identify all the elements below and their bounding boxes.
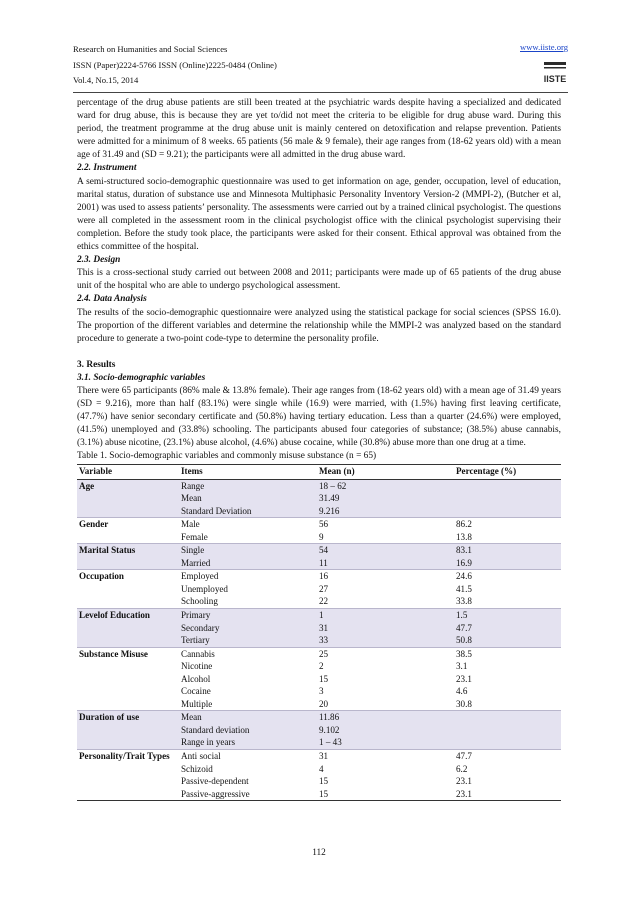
section-3-1-text: There were 65 participants (86% male & 13.8% female). Their age ranges from (18-62 years old) with a mean age of 31.49 years (SD = 9.216), more than half (83.1%) were single while (16.9) were married, with (1.5%) having first leaving certificate, (47.7%) have senior secondary certificate and (50.8%) having tertiary education. Less than a quarter (24.6%) were employed, (41.5%) unemployed and (33.8%) schooling. The participants abused four categories of substance; (38.5%) abuse cannabis, (3.1%) abuse nicotine, (23.1%) abuse alcohol, (4.6%) abuse cocaine, while (30.8%) abuse more than one drug at a time. xyxy=(77,385,561,449)
issn-line: ISSN (Paper)2224-5766 ISSN (Online)2225-0484 (Online) xyxy=(73,59,277,70)
col-header-percentage: Percentage (%) xyxy=(454,464,561,479)
running-header xyxy=(73,42,277,89)
table-caption: Table 1. Socio-demographic variables and commonly misuse substance (n = 65) xyxy=(77,451,377,462)
cell-items: Anti social Schizoid Passive-dependent Passive-aggressive xyxy=(179,750,317,801)
section-2-2-heading: 2.2. Instrument xyxy=(77,163,137,174)
cell-variable: Substance Misuse xyxy=(77,647,179,711)
table-row xyxy=(77,647,561,711)
col-header-items: Items xyxy=(179,464,317,479)
table-body xyxy=(77,479,561,801)
section-2-4-heading: 2.4. Data Analysis xyxy=(77,294,147,305)
cell-percentage: 38.5 3.1 23.1 4.6 30.8 xyxy=(454,647,561,711)
cell-variable: Duration of use xyxy=(77,711,179,750)
demographics-table xyxy=(77,464,561,802)
cell-mean: 11.86 9.102 1 – 43 xyxy=(317,711,454,750)
cell-items: Mean Standard deviation Range in years xyxy=(179,711,317,750)
table-row xyxy=(77,479,561,518)
cell-variable: Age xyxy=(77,479,179,518)
cell-items: Employed Unemployed Schooling xyxy=(179,570,317,609)
cell-mean: 56 9 xyxy=(317,518,454,544)
col-header-variable: Variable xyxy=(77,464,179,479)
section-2-3-text: This is a cross-sectional study carried out between 2008 and 2011; participants were made up of 65 patients of the drug abuse unit of the hospital who are able to undergo psychological assessment. xyxy=(77,268,561,292)
cell-mean: 54 11 xyxy=(317,544,454,570)
col-header-mean: Mean (n) xyxy=(317,464,454,479)
intro-paragraph: percentage of the drug abuse patients are still been treated at the psychiatric wards despite having a specialized and dedicated ward for drug abuse, this is because they are yet to/did not meet the criteria to be eligible for drug abuse ward. During this period, the treatment programme at the drug abuse unit is mainly centered on detoxification and relapse prevention. Patients were admitted for a minimum of 8 weeks. 65 patients (56 male & 9 female), their age ranges from (18-62 years old) with a mean age of 31.49 and (SD = 9.21); the participants were all admitted in the drug abuse ward. xyxy=(77,98,561,161)
table-row xyxy=(77,544,561,570)
table-row xyxy=(77,570,561,609)
volume-line: Vol.4, No.15, 2014 xyxy=(73,75,139,85)
section-2-2-text: A semi-structured socio-demographic questionnaire was used to get information on age, gender, occupation, level of education, marital status, duration of substance use and Minnesota Multiphasic Personality Inventory Version-2 (MMPI-2), (Butcher et al, 2001) was used to assess patients’ personality. The assessments were carried out by a trained clinical psychologist. The questions were all completed in the assessment room in the clinical psychologist office with the clinical psychologist supervising their completion. Before the study took place, the participants were asked for their consent. Ethical approval was obtained from the ethics committee of the hospital. xyxy=(77,176,561,253)
cell-items: Single Married xyxy=(179,544,317,570)
table-row xyxy=(77,609,561,648)
section-2-4-text: The results of the socio-demographic questionnaire were analyzed using the statistical package for social sciences (SPSS 16.0). The proportion of the different variables and determine the relationship while the MMPI-2 was analyzed based on the standard procedure to generate a two-point code-type to determine the personality profile. xyxy=(77,307,561,344)
cell-percentage: 47.7 6.2 23.1 23.1 xyxy=(454,750,561,801)
cell-items: Primary Secondary Tertiary xyxy=(179,609,317,648)
cell-variable: Levelof Education xyxy=(77,609,179,648)
cell-variable: Occupation xyxy=(77,570,179,609)
cell-items: Male Female xyxy=(179,518,317,544)
cell-mean: 1 31 33 xyxy=(317,609,454,648)
cell-percentage xyxy=(454,479,561,518)
cell-items: Range Mean Standard Deviation xyxy=(179,479,317,518)
cell-percentage: 24.6 41.5 33.8 xyxy=(454,570,561,609)
journal-url-link[interactable]: www.iiste.org xyxy=(520,42,568,52)
table-row xyxy=(77,711,561,750)
cell-variable: Gender xyxy=(77,518,179,544)
header-rule xyxy=(73,92,568,93)
cell-variable: Personality/Trait Types xyxy=(77,750,179,801)
table-header-row xyxy=(77,464,561,479)
logo-text: IISTE xyxy=(543,74,567,84)
table-row xyxy=(77,518,561,544)
section-3-heading: 3. Results xyxy=(77,359,116,370)
cell-mean: 31 4 15 15 xyxy=(317,750,454,801)
cell-mean: 16 27 22 xyxy=(317,570,454,609)
journal-title: Research on Humanities and Social Sciences xyxy=(73,44,228,54)
page-number: 112 xyxy=(312,848,326,858)
cell-percentage xyxy=(454,711,561,750)
section-3-1-heading: 3.1. Socio-demographic variables xyxy=(77,372,206,383)
cell-mean: 25 2 15 3 20 xyxy=(317,647,454,711)
table-row xyxy=(77,750,561,801)
cell-percentage: 1.5 47.7 50.8 xyxy=(454,609,561,648)
cell-mean: 18 – 62 31.49 9.216 xyxy=(317,479,454,518)
iiste-logo xyxy=(542,60,568,86)
section-2-3-heading: 2.3. Design xyxy=(77,255,121,266)
cell-items: Cannabis Nicotine Alcohol Cocaine Multiple xyxy=(179,647,317,711)
cell-percentage: 83.1 16.9 xyxy=(454,544,561,570)
cell-variable: Marital Status xyxy=(77,544,179,570)
article-body xyxy=(77,97,561,801)
cell-percentage: 86.2 13.8 xyxy=(454,518,561,544)
